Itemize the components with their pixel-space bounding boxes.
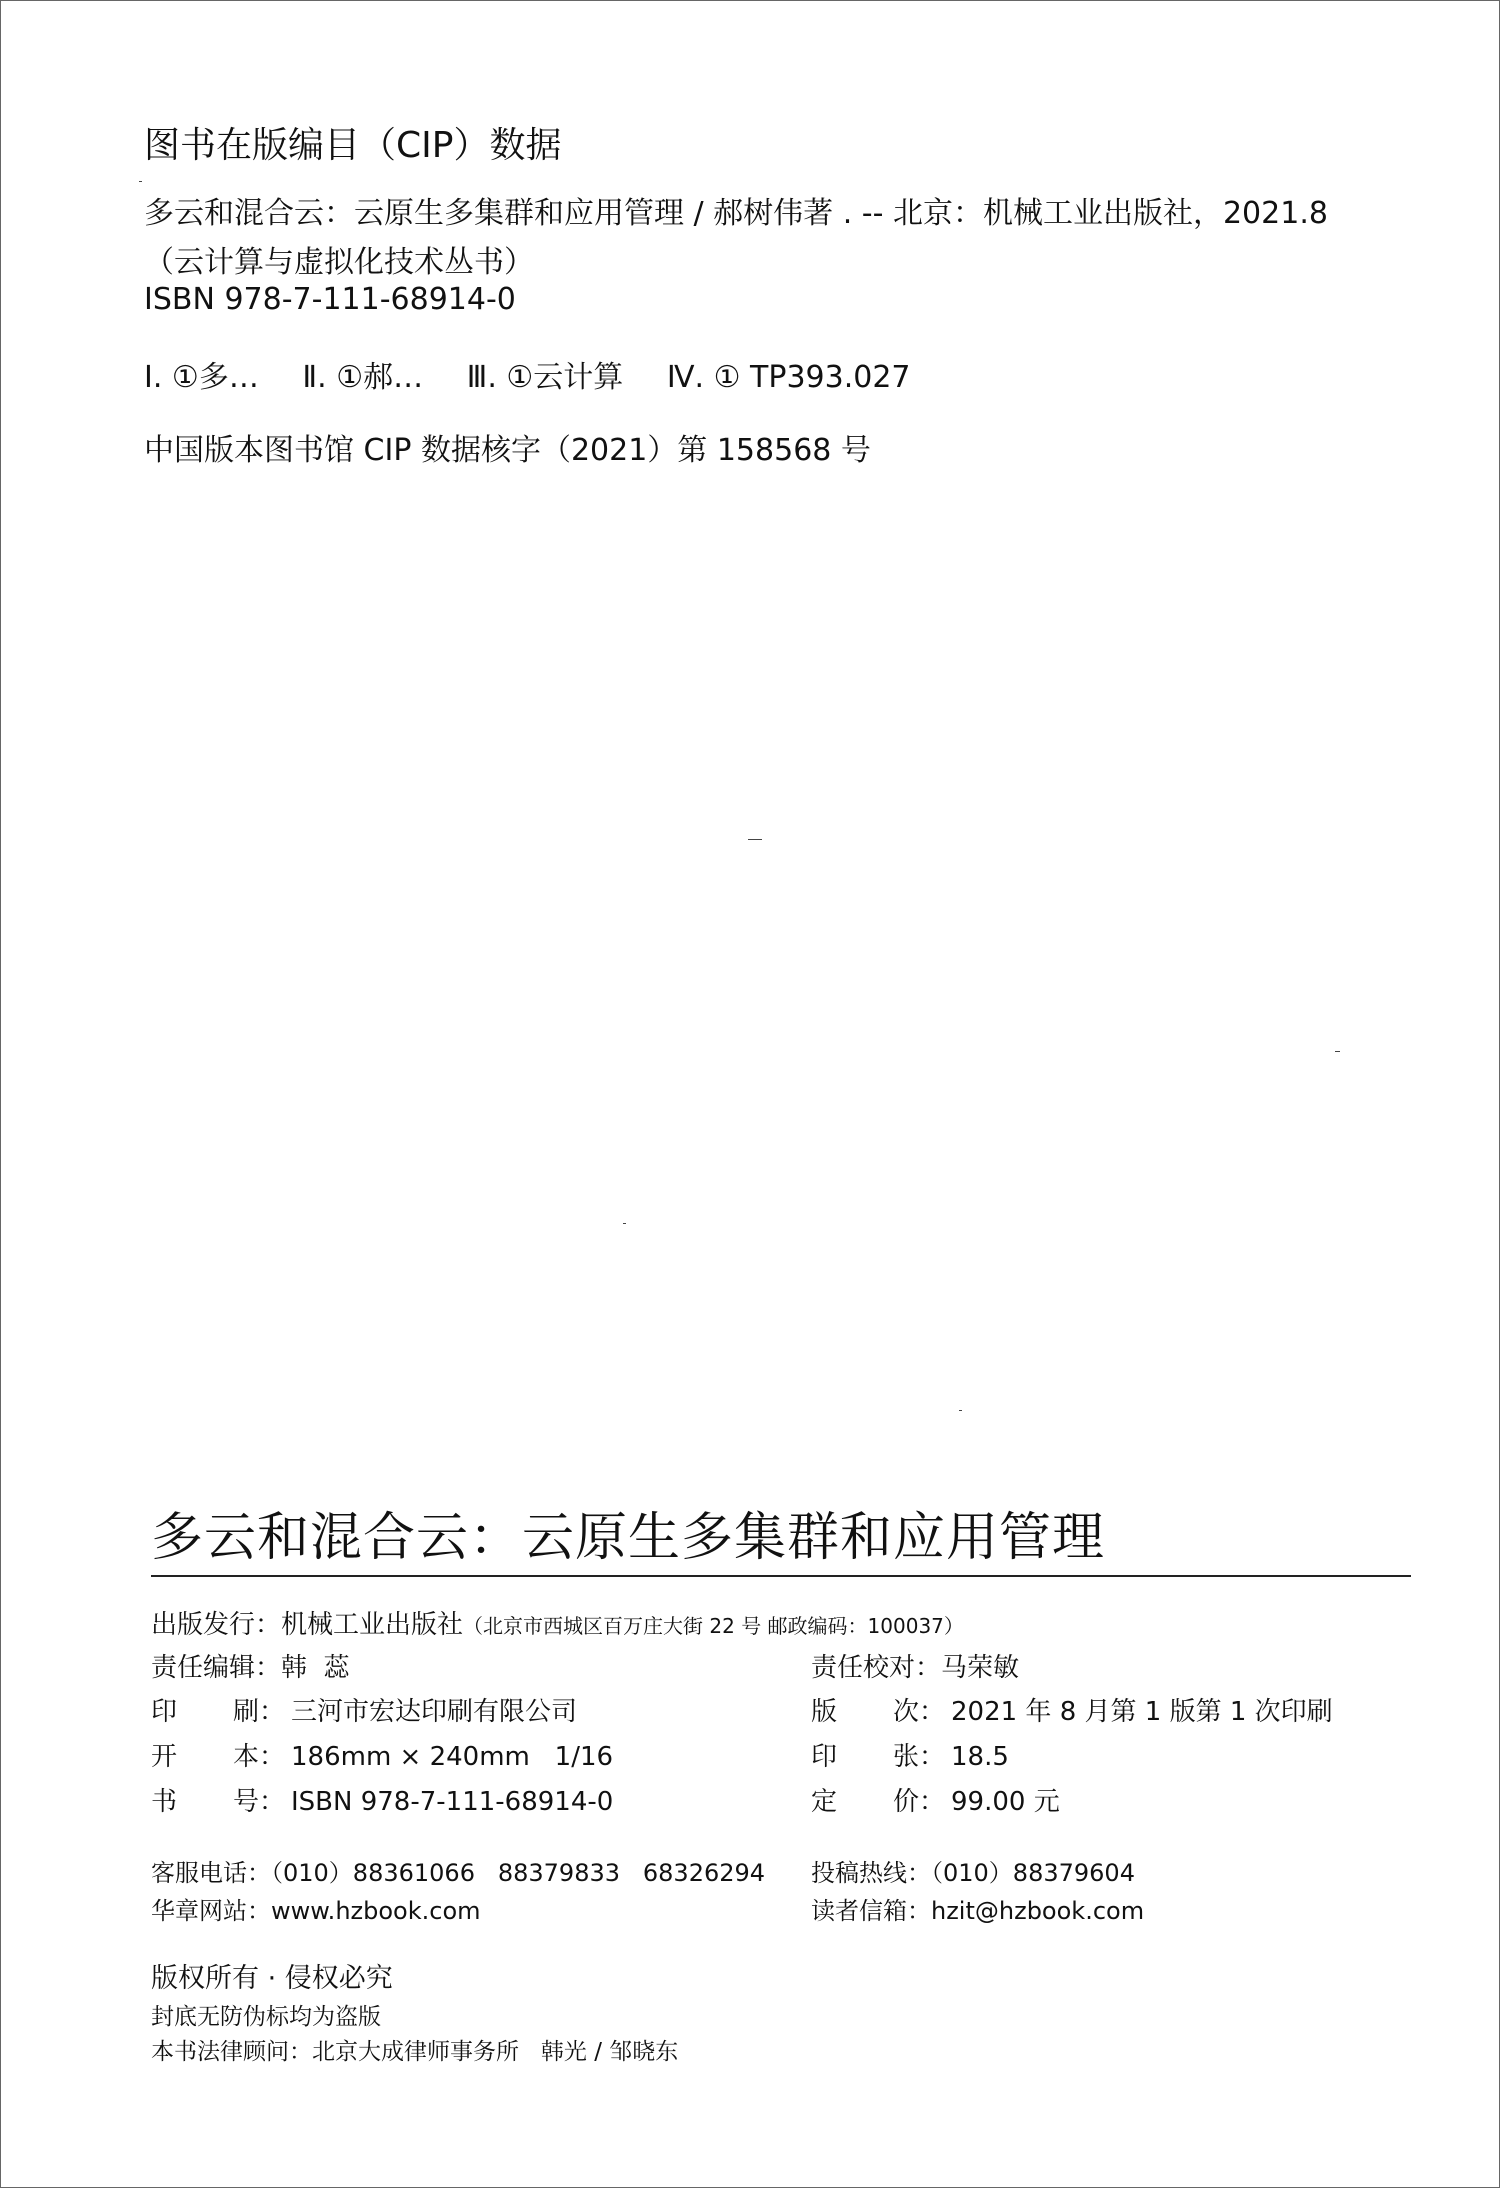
proofreader-name: 马荣敏 bbox=[941, 1653, 1020, 1683]
book-number-row bbox=[151, 1781, 613, 1818]
publisher-address: （北京市西城区百万庄大街 22 号 邮政编码：100037） bbox=[463, 1614, 964, 1638]
editor-row bbox=[151, 1647, 350, 1684]
sheets-label-b: 张： bbox=[893, 1742, 946, 1772]
submission-hotline-value: （010）88379604 bbox=[931, 1859, 1135, 1887]
legal-counsel: 本书法律顾问：北京大成律师事务所 韩光 / 邹晓东 bbox=[151, 2039, 679, 2065]
edition-row bbox=[811, 1691, 1333, 1728]
title-rule bbox=[151, 1575, 1411, 1577]
submission-hotline-label: 投稿热线： bbox=[811, 1859, 931, 1887]
price-label-b: 价： bbox=[893, 1787, 946, 1817]
mailbox-row bbox=[811, 1891, 1144, 1926]
proofreader-row bbox=[811, 1647, 1019, 1684]
mailbox-email[interactable]: hzit@hzbook.com bbox=[931, 1897, 1145, 1925]
anti-counterfeit-notice: 封底无防伪标均为盗版 bbox=[151, 2004, 381, 2030]
price-label-a: 定 bbox=[811, 1787, 838, 1817]
book-number-label-b: 号： bbox=[233, 1787, 286, 1817]
price-row bbox=[811, 1781, 1060, 1818]
cip-bibliographic-line: 多云和混合云：云原生多集群和应用管理 / 郝树伟著 . -- 北京：机械工业出版社，2021.8 bbox=[144, 196, 1328, 231]
proofreader-label: 责任校对： bbox=[811, 1653, 942, 1683]
scan-speck bbox=[623, 1223, 626, 1224]
book-number-value: ISBN 978-7-111-68914-0 bbox=[291, 1787, 614, 1817]
printer-label-a: 印 bbox=[151, 1697, 178, 1727]
cip-heading: 图书在版编目（CIP）数据 bbox=[144, 125, 562, 166]
publisher-name: 机械工业出版社 bbox=[281, 1610, 464, 1640]
mailbox-label: 读者信箱： bbox=[811, 1897, 931, 1925]
service-phone-value: （010）88361066 88379833 68326294 bbox=[271, 1859, 766, 1887]
book-title: 多云和混合云：云原生多集群和应用管理 bbox=[151, 1508, 1106, 1568]
cip-class-2: Ⅱ. ①郝… bbox=[302, 360, 424, 395]
cip-class-3: Ⅲ. ①云计算 bbox=[466, 360, 624, 395]
editor-name: 韩 蕊 bbox=[281, 1653, 350, 1683]
cip-isbn: ISBN 978-7-111-68914-0 bbox=[144, 282, 516, 317]
edition-label-a: 版 bbox=[811, 1697, 838, 1727]
format-label-a: 开 bbox=[151, 1742, 178, 1772]
price-value: 99.00 元 bbox=[951, 1787, 1060, 1817]
edition-label-b: 次： bbox=[893, 1697, 946, 1727]
cip-verification-number: 中国版本图书馆 CIP 数据核字（2021）第 158568 号 bbox=[144, 433, 871, 468]
scan-speck bbox=[959, 1410, 962, 1411]
submission-hotline-row bbox=[811, 1853, 1135, 1888]
printer-label-b: 刷： bbox=[233, 1697, 286, 1727]
book-number-label-a: 书 bbox=[151, 1787, 178, 1817]
scan-speck bbox=[139, 181, 142, 182]
sheets-label-a: 印 bbox=[811, 1742, 838, 1772]
cip-class-1: Ⅰ. ①多… bbox=[144, 360, 259, 395]
cip-classification bbox=[144, 352, 945, 396]
publisher-row bbox=[151, 1604, 964, 1641]
cip-class-4: Ⅳ. ① TP393.027 bbox=[666, 360, 911, 395]
printer-row bbox=[151, 1691, 577, 1728]
format-row bbox=[151, 1736, 613, 1773]
format-label-b: 本： bbox=[233, 1742, 286, 1772]
scan-speck bbox=[1335, 1051, 1340, 1052]
publisher-label: 出版发行： bbox=[151, 1610, 282, 1640]
service-phone-row bbox=[151, 1853, 765, 1888]
format-value: 186mm × 240mm 1/16 bbox=[291, 1742, 614, 1772]
editor-label: 责任编辑： bbox=[151, 1653, 282, 1683]
website-label: 华章网站： bbox=[151, 1897, 271, 1925]
website-link[interactable]: www.hzbook.com bbox=[271, 1897, 481, 1925]
copyright-notice: 版权所有 · 侵权必究 bbox=[151, 1963, 393, 1994]
cip-series-line: （云计算与虚拟化技术丛书） bbox=[144, 245, 534, 280]
website-row bbox=[151, 1891, 481, 1926]
sheets-row bbox=[811, 1736, 1009, 1773]
scan-speck bbox=[748, 839, 762, 840]
service-phone-label: 客服电话： bbox=[151, 1859, 271, 1887]
printer-name: 三河市宏达印刷有限公司 bbox=[291, 1697, 578, 1727]
sheets-value: 18.5 bbox=[951, 1742, 1009, 1772]
edition-value: 2021 年 8 月第 1 版第 1 次印刷 bbox=[951, 1697, 1333, 1727]
